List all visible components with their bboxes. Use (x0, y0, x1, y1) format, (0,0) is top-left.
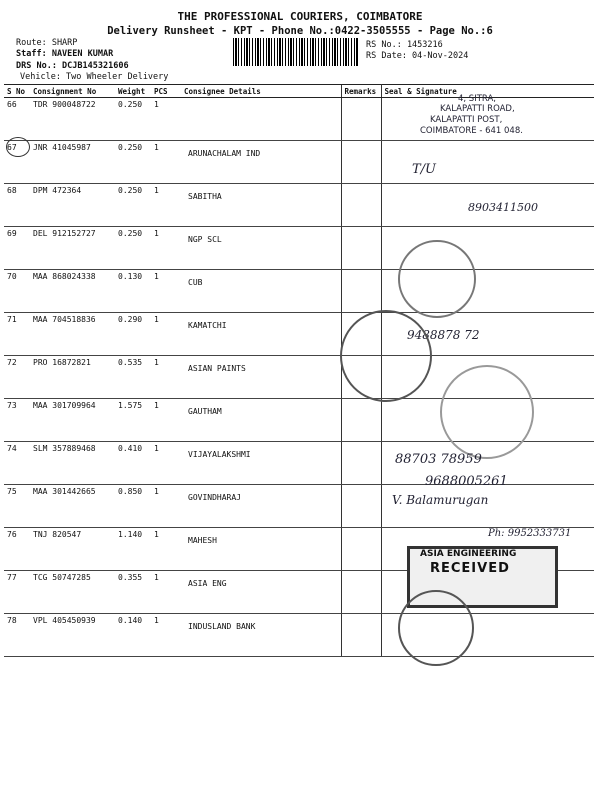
cell-consignment: TNJ 820547 (30, 528, 115, 571)
asian-paints-round-stamp (340, 310, 432, 402)
company-seal-stamp (378, 88, 554, 140)
cell-consignment: DEL 912152727 (30, 227, 115, 270)
cell-consignment: MAA 868024338 (30, 270, 115, 313)
cell-weight: 0.250 (115, 141, 151, 184)
cell-sno: 71 (4, 313, 30, 356)
cell-pcs: 1 (151, 571, 181, 614)
barcode-image (233, 38, 358, 66)
cell-weight: 0.130 (115, 270, 151, 313)
cell-consignment: MAA 301442665 (30, 485, 115, 528)
cell-pcs: 1 (151, 270, 181, 313)
received-word: RECEIVED (430, 561, 510, 576)
cell-consignee: INDUSLAND BANK (181, 614, 341, 657)
cell-pcs: 1 (151, 485, 181, 528)
cell-remarks (341, 528, 381, 571)
cell-remarks (341, 485, 381, 528)
received-company: ASIA ENGINEERING (420, 549, 517, 559)
cell-pcs: 1 (151, 356, 181, 399)
cell-consignment: SLM 357889468 (30, 442, 115, 485)
cell-sno: 74 (4, 442, 30, 485)
cell-weight: 0.250 (115, 98, 151, 141)
stamp-line-4: COIMBATORE - 641 048. (420, 126, 523, 136)
cell-consignment: MAA 704518836 (30, 313, 115, 356)
stamp-line-3: KALAPATTI POST, (430, 115, 503, 125)
cell-weight: 0.290 (115, 313, 151, 356)
cell-sno: 69 (4, 227, 30, 270)
cell-weight: 0.535 (115, 356, 151, 399)
cell-remarks (341, 442, 381, 485)
cell-remarks (341, 184, 381, 227)
cell-consignee: VIJAYALAKSHMI (181, 442, 341, 485)
cell-consignee: MAHESH (181, 528, 341, 571)
cell-pcs: 1 (151, 442, 181, 485)
cell-remarks (341, 141, 381, 184)
bank-round-stamp (398, 240, 476, 318)
cell-weight: 0.355 (115, 571, 151, 614)
rs-number: RS No.: 1453216 (366, 40, 443, 50)
cell-weight: 1.575 (115, 399, 151, 442)
table-row (4, 614, 594, 657)
cell-weight: 0.410 (115, 442, 151, 485)
handwriting-phone-75b: 9688005261 (425, 474, 508, 489)
cell-pcs: 1 (151, 227, 181, 270)
cell-consignee: ARUNACHALAM IND (181, 141, 341, 184)
cell-sno: 67 (4, 141, 30, 184)
stamp-line-2: KALAPATTI ROAD, (440, 104, 515, 114)
cell-remarks (341, 270, 381, 313)
cell-sno: 78 (4, 614, 30, 657)
row-67-circle-mark (6, 137, 30, 157)
cell-pcs: 1 (151, 98, 181, 141)
cell-consignment: PRO 16872821 (30, 356, 115, 399)
cell-consignee: CUB (181, 270, 341, 313)
drs-number: DRS No.: DCJB145321606 (16, 61, 129, 71)
cell-consignment: MAA 301709964 (30, 399, 115, 442)
cell-remarks (341, 571, 381, 614)
rs-date: RS Date: 04-Nov-2024 (366, 51, 469, 61)
cell-sno: 72 (4, 356, 30, 399)
table-row (4, 141, 594, 184)
company-title: THE PROFESSIONAL COURIERS, COIMBATORE (177, 10, 423, 23)
handwriting-phone-76: Ph: 9952333731 (488, 528, 572, 539)
handwriting-phone-71: 9488878 72 (407, 328, 480, 342)
cell-consignee: KAMATCHI (181, 313, 341, 356)
cell-consignment: VPL 405450939 (30, 614, 115, 657)
cell-remarks (341, 614, 381, 657)
cell-consignment: JNR 41045987 (30, 141, 115, 184)
col-consignee: Consignee Details (181, 85, 341, 98)
cell-weight: 0.140 (115, 614, 151, 657)
table-row (4, 270, 594, 313)
cell-consignee: ASIA ENG (181, 571, 341, 614)
cell-weight: 0.250 (115, 227, 151, 270)
vehicle-label: Vehicle: Two Wheeler Delivery (20, 72, 169, 82)
cell-consignee (181, 98, 341, 141)
cell-weight: 0.250 (115, 184, 151, 227)
handwriting-tu: T/U (412, 162, 437, 177)
route-label: Route: SHARP (16, 38, 78, 48)
cell-pcs: 1 (151, 528, 181, 571)
indusind-round-stamp (398, 590, 474, 666)
stamp-line-1: 4, SITRA, (458, 94, 496, 104)
cell-sno: 76 (4, 528, 30, 571)
cell-pcs: 1 (151, 614, 181, 657)
col-sno: S No (4, 85, 30, 98)
cell-sno: 75 (4, 485, 30, 528)
col-pcs: PCS (151, 85, 181, 98)
cell-consignee: SABITHA (181, 184, 341, 227)
cell-consignee: NGP SCL (181, 227, 341, 270)
table-row (4, 227, 594, 270)
col-weight: Weight (115, 85, 151, 98)
cell-sno: 70 (4, 270, 30, 313)
staff-label: Staff: NAVEEN KUMAR (16, 49, 114, 59)
cell-pcs: 1 (151, 184, 181, 227)
cell-sno: 66 (4, 98, 30, 141)
cell-pcs: 1 (151, 141, 181, 184)
col-signature: Seal & Signature (381, 85, 594, 98)
cell-consignment: DPM 472364 (30, 184, 115, 227)
table-row (4, 485, 594, 528)
col-remarks: Remarks (341, 85, 381, 98)
cell-sno: 68 (4, 184, 30, 227)
handwriting-phone-68: 8903411500 (468, 201, 538, 214)
col-consignment: Consignment No (30, 85, 115, 98)
grey-round-stamp (440, 365, 534, 459)
cell-remarks (341, 227, 381, 270)
cell-consignment: TCG 50747285 (30, 571, 115, 614)
cell-sno: 73 (4, 399, 30, 442)
cell-consignee: ASIAN PAINTS (181, 356, 341, 399)
cell-remarks (341, 399, 381, 442)
table-row (4, 313, 594, 356)
cell-pcs: 1 (151, 399, 181, 442)
cell-pcs: 1 (151, 313, 181, 356)
cell-weight: 1.140 (115, 528, 151, 571)
cell-weight: 0.850 (115, 485, 151, 528)
handwriting-phone-75: 88703 78959 (395, 452, 482, 467)
cell-consignment: TDR 900048722 (30, 98, 115, 141)
handwriting-name-76: V. Balamurugan (392, 493, 489, 507)
cell-consignee: GAUTHAM (181, 399, 341, 442)
runsheet-subtitle: Delivery Runsheet - KPT - Phone No.:0422-3505555 - Page No.:6 (107, 25, 493, 37)
cell-sno: 77 (4, 571, 30, 614)
cell-remarks (341, 98, 381, 141)
cell-consignee: GOVINDHARAJ (181, 485, 341, 528)
